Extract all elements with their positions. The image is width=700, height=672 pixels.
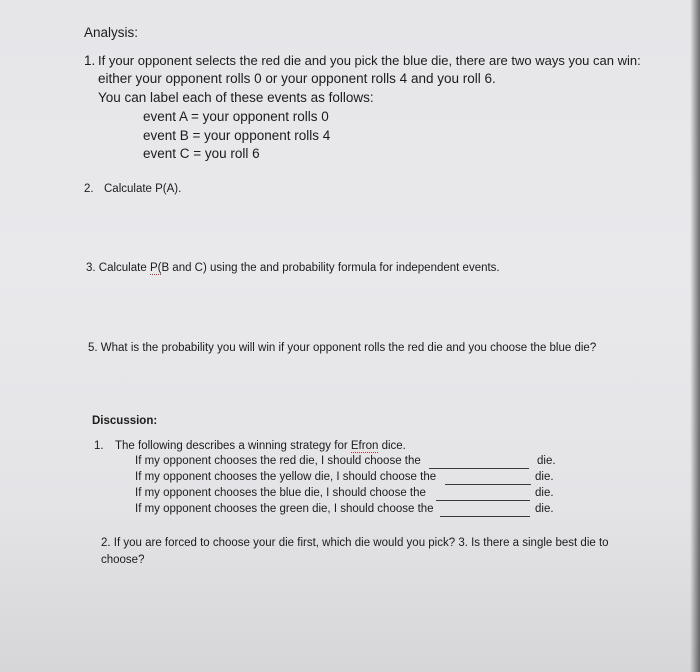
analysis-q3 [86, 262, 500, 274]
analysis-q3-pb: P( [149, 262, 162, 274]
analysis-q1-line2: either your opponent rolls 0 or your opponent rolls 4 and you roll 6. [98, 71, 496, 86]
discussion-q1-intro-post: dice. [378, 440, 406, 452]
answer-blank-yellow[interactable] [445, 484, 531, 485]
analysis-q3-prefix: 3. Calculate [86, 262, 150, 274]
die-suffix-blue: die. [535, 487, 554, 499]
discussion-q1-number: 1. [94, 440, 104, 452]
die-suffix-green: die. [535, 503, 554, 515]
strategy-line-red: If my opponent chooses the red die, I should choose the [135, 455, 421, 467]
analysis-q1-line3: You can label each of these events as follows: [98, 90, 374, 105]
discussion-q1-intro-pre: The following describes a winning strategy for [115, 440, 351, 452]
die-suffix-yellow: die. [535, 471, 554, 483]
die-suffix-red: die. [537, 455, 556, 467]
event-a: event A = your opponent rolls 0 [143, 109, 329, 124]
efron-word: Efron [350, 440, 379, 452]
discussion-q2-line1: 2. If you are forced to choose your die first, which die would you pick? 3. Is there a single best die to [101, 537, 609, 549]
page-edge-shadow [690, 0, 700, 672]
event-c: event C = you roll 6 [143, 146, 260, 161]
strategy-line-yellow: If my opponent chooses the yellow die, I should choose the [135, 471, 437, 483]
analysis-heading: Analysis: [84, 25, 139, 40]
analysis-q5: 5. What is the probability you will win if your opponent rolls the red die and you choose the blue die? [88, 342, 597, 354]
strategy-line-green: If my opponent chooses the green die, I should choose the [135, 503, 434, 515]
analysis-q1-number: 1. [84, 53, 96, 68]
discussion-q1-intro [115, 440, 406, 452]
answer-blank-blue[interactable] [436, 500, 530, 501]
analysis-q1-line1: If your opponent selects the red die and you pick the blue die, there are two ways you can win: [98, 53, 641, 68]
analysis-q2-number: 2. [84, 183, 94, 195]
analysis-q3-rest: B and C) using the and probability formula for independent events. [161, 262, 500, 274]
answer-blank-red[interactable] [429, 468, 529, 469]
answer-blank-green[interactable] [440, 516, 530, 517]
strategy-line-blue: If my opponent chooses the blue die, I should choose the [135, 487, 426, 499]
analysis-q2-text: Calculate P(A). [104, 183, 182, 195]
discussion-heading: Discussion: [92, 415, 158, 427]
event-b: event B = your opponent rolls 4 [143, 128, 331, 143]
discussion-q2-line2: choose? [101, 554, 145, 566]
